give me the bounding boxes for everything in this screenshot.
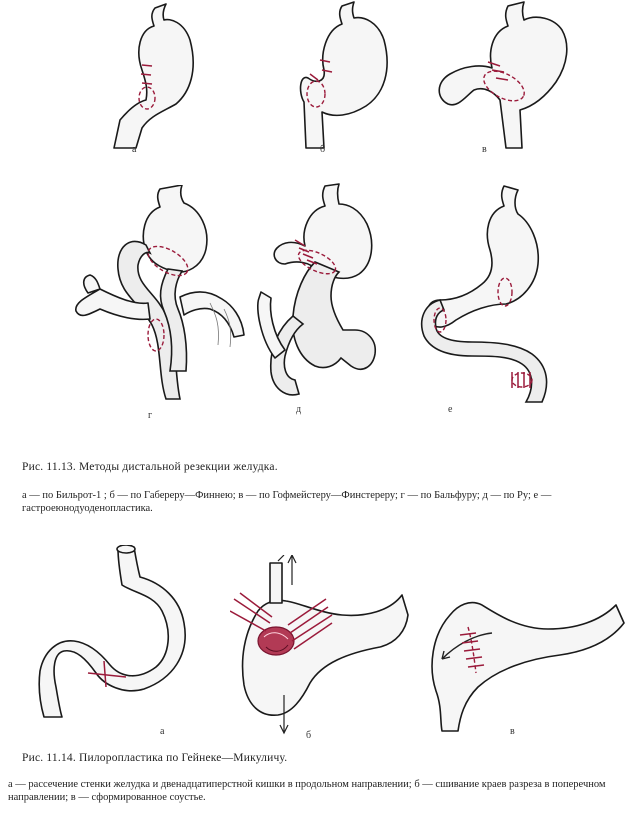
label-11-13-e: д <box>296 404 302 415</box>
illustration-11-14-a <box>30 545 230 730</box>
caption-title-11-14: Рис. 11.14. Пилоропластика по Гейнеке—Микуличу. <box>22 752 288 764</box>
illustration-11-13-c <box>430 0 600 150</box>
illustration-11-14-c <box>420 575 630 735</box>
illustration-11-13-b <box>280 0 410 150</box>
illustration-11-13-e <box>255 180 395 405</box>
label-11-14-b: б <box>306 730 312 741</box>
label-11-13-f: е <box>448 404 453 415</box>
caption-title-11-13: Рис. 11.13. Методы дистальной резекции желудка. <box>22 461 278 473</box>
label-11-14-c: в <box>510 726 515 737</box>
illustration-11-14-b <box>230 555 410 740</box>
label-11-13-d: г <box>148 410 153 421</box>
illustration-11-13-f <box>410 180 560 405</box>
caption-text-11-13: а — по Бильрот-1 ; б — по Габереру—Финнею; в — по Гофмейстеру—Финстереру; г — по Бальфуру; д — по Ру; е — гастроеюнодуоденопластика. <box>22 490 552 514</box>
label-11-13-c: в <box>482 144 487 155</box>
illustration-11-13-d <box>60 185 250 400</box>
caption-text-11-14: а — рассечение стенки желудка и двенадцатиперстной кишки в продольном направлении; б — сшивание краев разреза в поперечном направлении; в — сформированное соустье. <box>8 779 606 803</box>
illustration-11-13-a <box>80 0 210 150</box>
label-11-14-a: а <box>160 726 165 737</box>
label-11-13-a: а <box>132 144 137 155</box>
label-11-13-b: б <box>320 144 326 155</box>
